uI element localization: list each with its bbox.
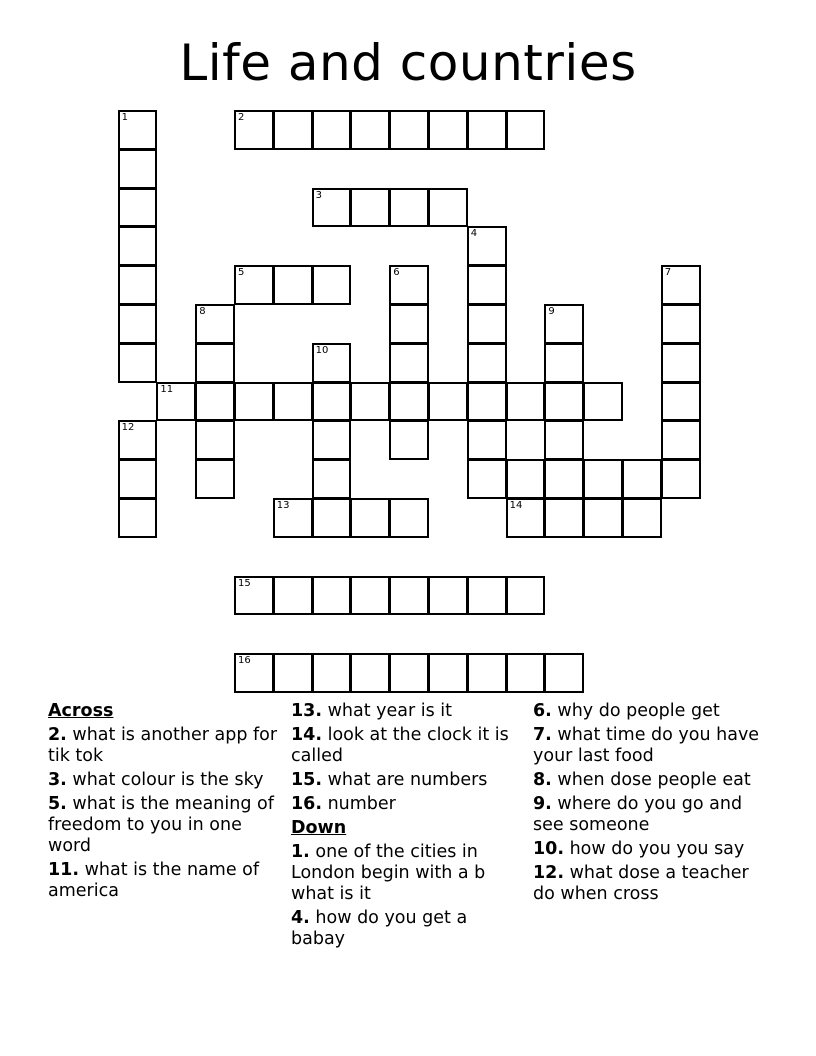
clue-number: 2 xyxy=(238,112,245,123)
crossword-cell[interactable] xyxy=(428,188,468,228)
clue-number: 5 xyxy=(238,267,245,279)
clue-item xyxy=(533,770,773,791)
crossword-cell[interactable] xyxy=(661,343,701,383)
clue-number: 16. xyxy=(291,794,323,814)
crossword-cell[interactable] xyxy=(622,459,662,499)
clue-item xyxy=(291,842,519,905)
clue-number: 1 xyxy=(121,112,128,123)
crossword-cell[interactable] xyxy=(544,498,584,538)
crossword-cell[interactable] xyxy=(312,459,352,499)
crossword-cell[interactable] xyxy=(118,459,158,499)
crossword-cell[interactable] xyxy=(312,265,352,305)
clue-text: where do you go and see someone xyxy=(533,794,743,835)
crossword-cell[interactable] xyxy=(544,420,584,460)
clue-number: 9 xyxy=(548,306,555,317)
clue-item xyxy=(291,794,519,815)
crossword-cell[interactable] xyxy=(118,420,158,460)
down-clue-list-continued xyxy=(533,701,773,905)
crossword-cell[interactable] xyxy=(583,459,623,499)
crossword-cell[interactable] xyxy=(350,110,390,150)
crossword-cell[interactable] xyxy=(661,265,701,305)
down-header: Down xyxy=(291,818,347,838)
clue-number: 6 xyxy=(393,267,400,279)
crossword-cell[interactable] xyxy=(312,653,352,693)
crossword-cell[interactable] xyxy=(118,226,158,266)
crossword-cell[interactable] xyxy=(195,343,235,383)
crossword-cell[interactable] xyxy=(583,382,623,422)
crossword-cell[interactable] xyxy=(350,188,390,228)
crossword-cell[interactable] xyxy=(467,265,507,305)
crossword-cell[interactable] xyxy=(622,498,662,538)
crossword-cell[interactable] xyxy=(661,304,701,344)
crossword-cell[interactable] xyxy=(467,653,507,693)
clue-number: 14. xyxy=(291,725,323,745)
clue-text: what dose a teacher do when cross xyxy=(533,863,749,904)
crossword-cell[interactable] xyxy=(544,653,584,693)
crossword-cell[interactable] xyxy=(506,382,546,422)
crossword-cell[interactable] xyxy=(350,653,390,693)
crossword-cell[interactable] xyxy=(273,110,313,150)
crossword-cell[interactable] xyxy=(118,304,158,344)
crossword-cell[interactable] xyxy=(428,653,468,693)
clue-column-3 xyxy=(533,701,773,908)
crossword-cell[interactable] xyxy=(506,498,546,538)
crossword-cell[interactable] xyxy=(273,653,313,693)
crossword-cell[interactable] xyxy=(350,382,390,422)
clue-number: 14 xyxy=(509,500,523,511)
clue-number: 7 xyxy=(664,267,672,279)
across-clue-list-continued xyxy=(291,701,519,815)
clue-text: number xyxy=(322,794,396,814)
clue-text: one of the cities in London begin with a b what is it xyxy=(291,842,486,904)
clue-column-1 xyxy=(48,701,278,905)
across-clue-list xyxy=(48,725,278,902)
crossword-cell[interactable] xyxy=(506,110,546,150)
crossword-cell[interactable] xyxy=(195,382,235,422)
clue-text: how do you get a babay xyxy=(291,908,468,949)
crossword-cell[interactable] xyxy=(389,382,429,422)
clue-number: 12 xyxy=(121,422,135,434)
crossword-cell[interactable] xyxy=(544,382,584,422)
clue-text: what are numbers xyxy=(322,770,488,790)
crossword-cell[interactable] xyxy=(583,498,623,538)
clue-column-2 xyxy=(291,701,519,953)
crossword-cell[interactable] xyxy=(312,420,352,460)
crossword-cell[interactable] xyxy=(273,265,313,305)
crossword-cell[interactable] xyxy=(467,343,507,383)
crossword-cell[interactable] xyxy=(544,459,584,499)
crossword-cell[interactable] xyxy=(312,576,352,616)
crossword-cell[interactable] xyxy=(661,382,701,422)
crossword-cell[interactable] xyxy=(467,382,507,422)
crossword-cell[interactable] xyxy=(389,498,429,538)
crossword-cell[interactable] xyxy=(312,382,352,422)
crossword-cell[interactable] xyxy=(234,110,274,150)
down-clue-list xyxy=(291,842,519,950)
crossword-cell[interactable] xyxy=(118,188,158,228)
crossword-cell[interactable] xyxy=(273,498,313,538)
crossword-cell[interactable] xyxy=(195,459,235,499)
crossword-cell[interactable] xyxy=(467,226,507,266)
crossword-cell[interactable] xyxy=(118,343,158,383)
crossword-cell[interactable] xyxy=(234,576,274,616)
crossword-cell[interactable] xyxy=(389,576,429,616)
across-header: Across xyxy=(48,701,114,721)
clue-text: what is the meaning of freedom to you in one word xyxy=(48,794,274,856)
clue-item xyxy=(291,770,519,791)
crossword-cell[interactable] xyxy=(156,382,196,422)
crossword-cell[interactable] xyxy=(428,382,468,422)
crossword-cell[interactable] xyxy=(389,110,429,150)
crossword-cell[interactable] xyxy=(389,420,429,460)
crossword-cell[interactable] xyxy=(273,382,313,422)
crossword-cell[interactable] xyxy=(350,576,390,616)
clue-item xyxy=(533,701,773,722)
crossword-cell[interactable] xyxy=(234,265,274,305)
clue-text: what time do you have your last food xyxy=(533,725,760,766)
clue-item xyxy=(533,839,773,860)
page-title: Life and countries xyxy=(179,34,637,92)
clue-number: 3 xyxy=(315,189,322,201)
clue-number: 10. xyxy=(533,839,565,859)
crossword-cell[interactable] xyxy=(312,188,352,228)
crossword-cell[interactable] xyxy=(273,576,313,616)
clue-number: 4. xyxy=(291,908,310,928)
crossword-cell[interactable] xyxy=(506,459,546,499)
crossword-cell[interactable] xyxy=(467,420,507,460)
clue-item xyxy=(48,860,278,902)
clue-text: what colour is the sky xyxy=(66,770,264,790)
clue-number: 13. xyxy=(291,701,323,721)
clue-number: 2. xyxy=(48,725,67,745)
crossword-cell[interactable] xyxy=(195,304,235,344)
clue-number: 1. xyxy=(291,842,310,862)
clue-item xyxy=(48,770,278,791)
clue-text: how do you you say xyxy=(564,839,745,859)
crossword-cell[interactable] xyxy=(234,382,274,422)
crossword-cell[interactable] xyxy=(389,304,429,344)
clue-item xyxy=(291,725,519,767)
crossword-cell[interactable] xyxy=(467,304,507,344)
clue-number: 3. xyxy=(48,770,67,790)
clue-item xyxy=(48,725,278,767)
crossword-cell[interactable] xyxy=(118,149,158,189)
crossword-cell[interactable] xyxy=(118,498,158,538)
crossword-cell[interactable] xyxy=(428,110,468,150)
crossword-cell[interactable] xyxy=(467,576,507,616)
crossword-cell[interactable] xyxy=(118,110,158,150)
clue-number: 13 xyxy=(276,500,290,511)
crossword-cell[interactable] xyxy=(389,343,429,383)
clue-item xyxy=(48,794,278,857)
clue-text: what year is it xyxy=(322,701,453,721)
clue-number: 4 xyxy=(470,228,478,240)
clue-number: 15. xyxy=(291,770,323,790)
clue-number: 15 xyxy=(238,577,251,589)
clue-number: 8 xyxy=(199,306,206,317)
clue-number: 12. xyxy=(533,863,565,883)
crossword-cell[interactable] xyxy=(389,265,429,305)
crossword-cell[interactable] xyxy=(312,343,352,383)
clue-number: 11 xyxy=(160,383,174,395)
crossword-cell[interactable] xyxy=(234,653,274,693)
crossword-cell[interactable] xyxy=(350,498,390,538)
crossword-cell[interactable] xyxy=(389,188,429,228)
clue-item xyxy=(533,863,773,905)
clue-number: 5. xyxy=(48,794,67,814)
clue-number: 8. xyxy=(533,770,552,790)
clue-item xyxy=(291,701,519,722)
clue-item xyxy=(291,908,519,950)
clue-text: when dose people eat xyxy=(551,770,751,790)
crossword-cell[interactable] xyxy=(544,304,584,344)
crossword-cell[interactable] xyxy=(389,653,429,693)
clue-number: 11. xyxy=(48,860,80,880)
clue-text: why do people get xyxy=(551,701,720,721)
clue-text: look at the clock it is called xyxy=(291,725,509,766)
clue-item xyxy=(533,794,773,836)
clue-number: 9. xyxy=(533,794,552,814)
crossword-cell[interactable] xyxy=(506,576,546,616)
crossword-cell[interactable] xyxy=(661,459,701,499)
crossword-cell[interactable] xyxy=(195,420,235,460)
clue-number: 6. xyxy=(533,701,552,721)
clue-number: 16 xyxy=(238,655,251,667)
clue-item xyxy=(533,725,773,767)
crossword-cell[interactable] xyxy=(467,459,507,499)
crossword-cell[interactable] xyxy=(661,420,701,460)
crossword-cell[interactable] xyxy=(312,498,352,538)
clue-text: what is another app for tik tok xyxy=(48,725,278,766)
crossword-cell[interactable] xyxy=(312,110,352,150)
crossword-cell[interactable] xyxy=(118,265,158,305)
crossword-cell[interactable] xyxy=(544,343,584,383)
clue-number: 10 xyxy=(315,344,329,356)
crossword-cell[interactable] xyxy=(506,653,546,693)
crossword-cell[interactable] xyxy=(428,576,468,616)
clue-text: what is the name of america xyxy=(48,860,260,901)
crossword-cell[interactable] xyxy=(467,110,507,150)
clue-number: 7. xyxy=(533,725,552,745)
